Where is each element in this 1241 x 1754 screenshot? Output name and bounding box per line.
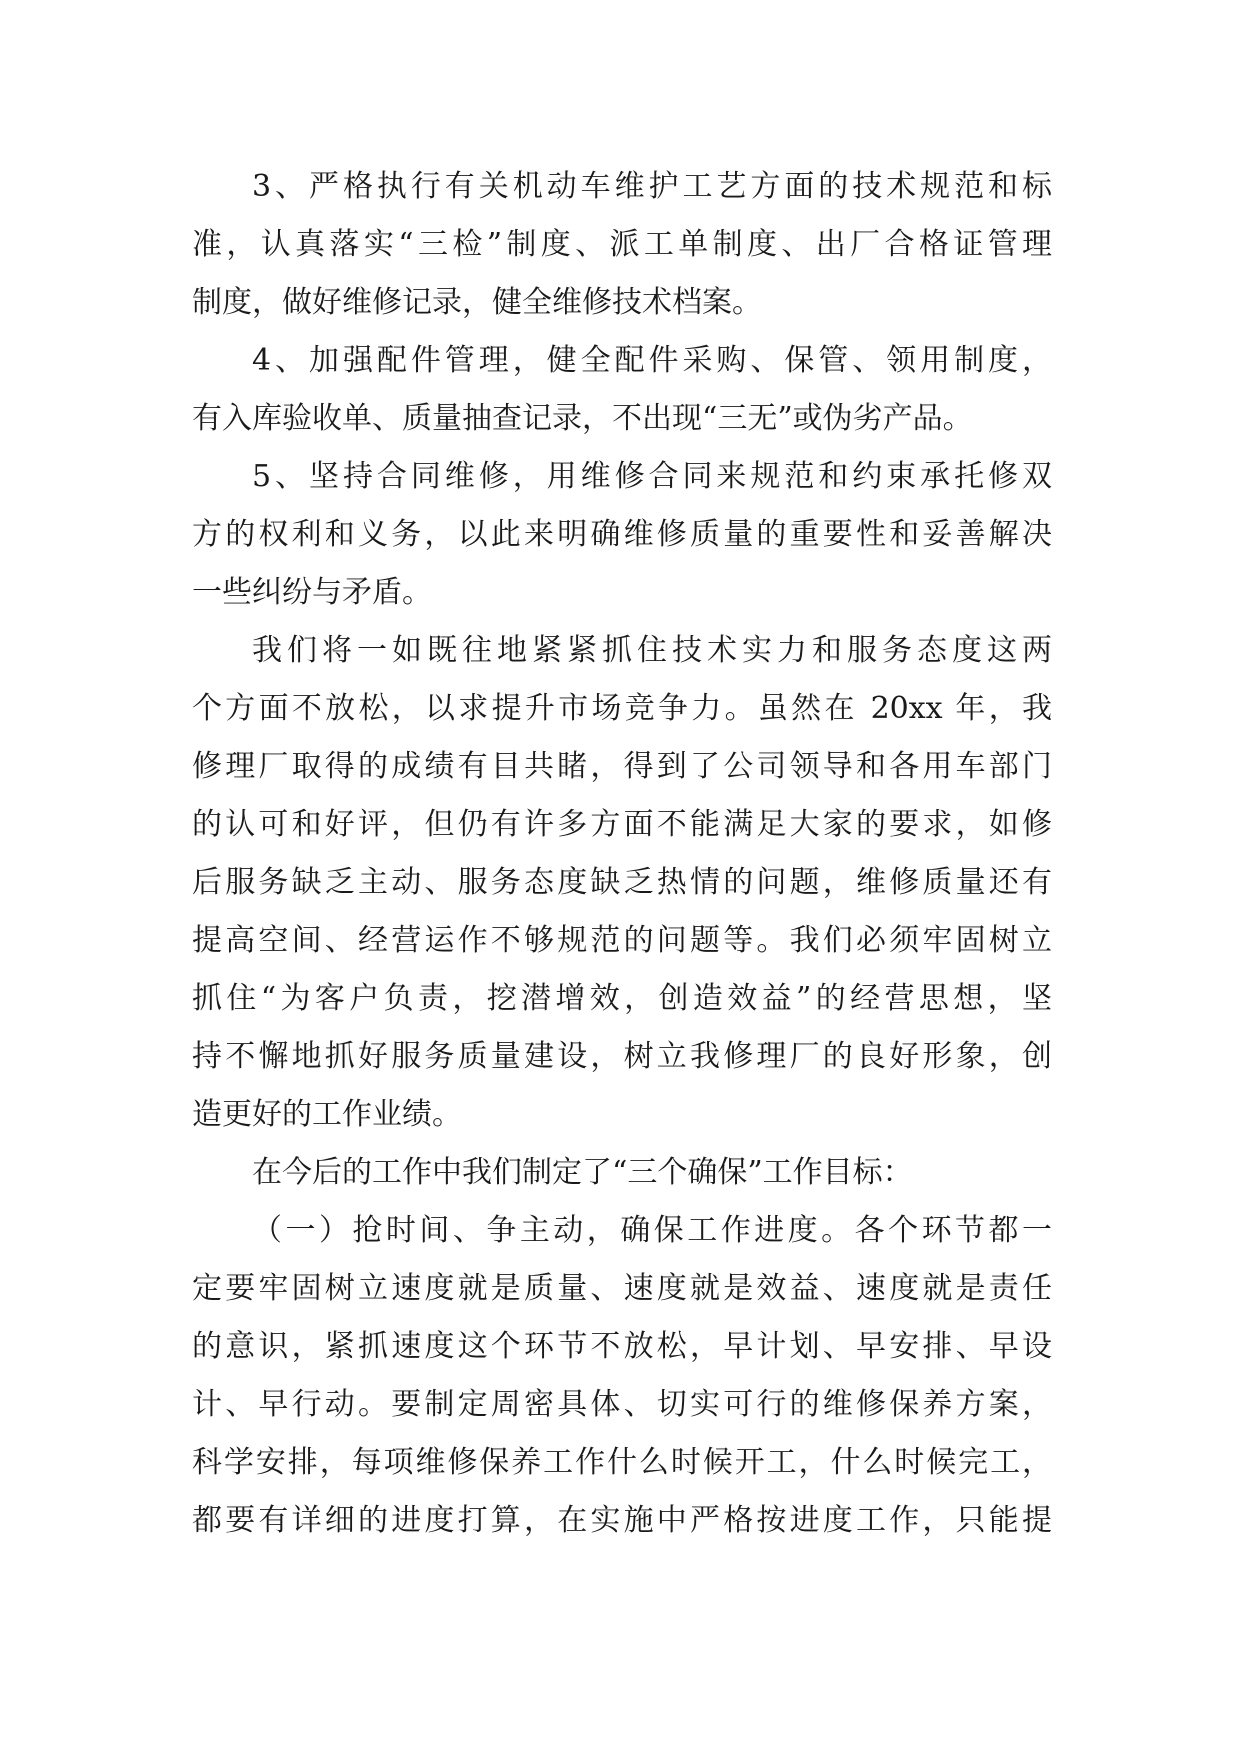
text-line: 抓住“为客户负责，挖潜增效，创造效益”的经营思想，坚	[192, 981, 1052, 1016]
text-line: 5、坚持合同维修，用维修合同来规范和约束承托修双	[252, 459, 1052, 494]
text-line: 一些纠纷与矛盾。	[192, 575, 432, 610]
text-line: 4、加强配件管理，健全配件采购、保管、领用制度，	[252, 343, 1052, 378]
text-line: 计、早行动。要制定周密具体、切实可行的维修保养方案，	[192, 1387, 1052, 1422]
text-line: 定要牢固树立速度就是质量、速度就是效益、速度就是责任	[192, 1271, 1052, 1306]
text-line: 后服务缺乏主动、服务态度缺乏热情的问题，维修质量还有	[192, 865, 1052, 900]
text-line: 在今后的工作中我们制定了“三个确保”工作目标：	[252, 1155, 913, 1190]
text-line: 个方面不放松，以求提升市场竞争力。虽然在 20xx 年，我	[192, 691, 1052, 726]
document-body	[192, 158, 1052, 1550]
text-line: 科学安排，每项维修保养工作什么时候开工，什么时候完工，	[192, 1445, 1052, 1480]
text-line: 方的权利和义务，以此来明确维修质量的重要性和妥善解决	[192, 517, 1052, 552]
text-line: 制度，做好维修记录，健全维修技术档案。	[192, 285, 762, 320]
text-line: 的意识，紧抓速度这个环节不放松，早计划、早安排、早设	[192, 1329, 1052, 1364]
text-line: 我们将一如既往地紧紧抓住技术实力和服务态度这两	[252, 633, 1052, 668]
text-line: （一）抢时间、争主动，确保工作进度。各个环节都一	[252, 1213, 1052, 1248]
text-line: 准，认真落实“三检”制度、派工单制度、出厂合格证管理	[192, 227, 1052, 262]
text-line: 都要有详细的进度打算，在实施中严格按进度工作，只能提	[192, 1503, 1052, 1538]
text-line: 提高空间、经营运作不够规范的问题等。我们必须牢固树立	[192, 923, 1052, 958]
text-line: 的认可和好评，但仍有许多方面不能满足大家的要求，如修	[192, 807, 1052, 842]
text-line: 有入库验收单、质量抽查记录，不出现“三无”或伪劣产品。	[192, 401, 973, 436]
text-line: 造更好的工作业绩。	[192, 1097, 462, 1132]
text-line: 3、严格执行有关机动车维护工艺方面的技术规范和标	[252, 169, 1052, 204]
text-line: 持不懈地抓好服务质量建设，树立我修理厂的良好形象，创	[192, 1039, 1052, 1074]
text-line: 修理厂取得的成绩有目共睹，得到了公司领导和各用车部门	[192, 749, 1052, 784]
